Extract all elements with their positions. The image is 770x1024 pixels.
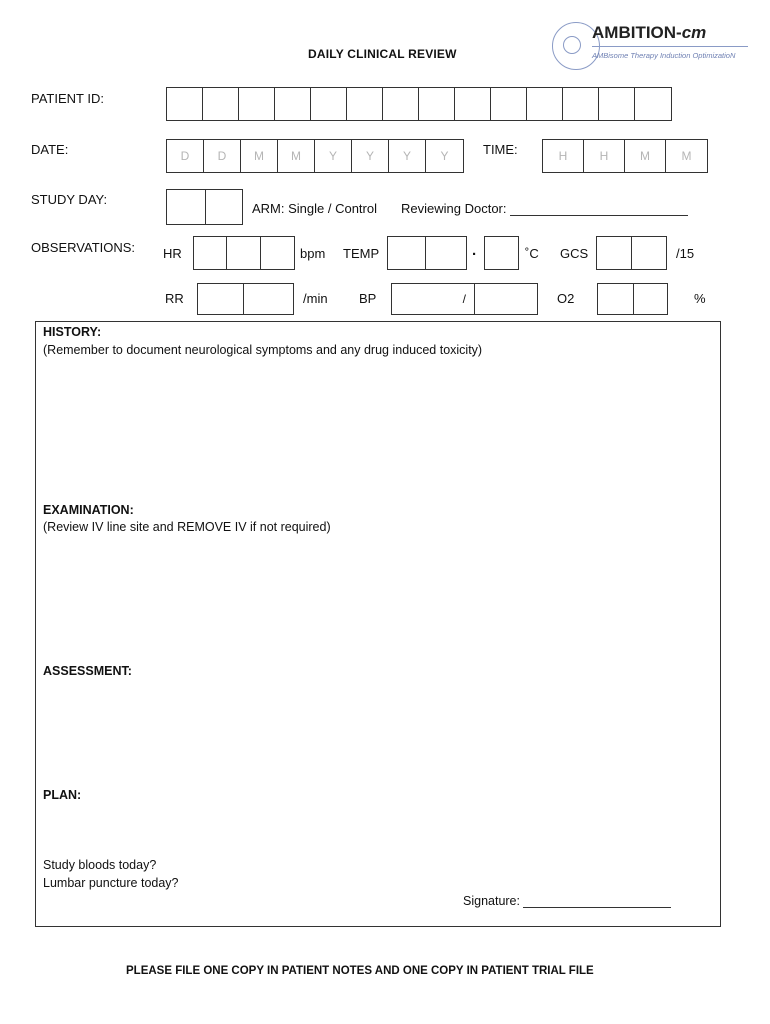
page-title: DAILY CLINICAL REVIEW [308,47,457,61]
date-cell[interactable]: Y [440,149,449,163]
signature-line[interactable] [523,894,671,908]
observations-label: OBSERVATIONS: [31,240,136,255]
date-cell[interactable]: D [167,140,204,172]
bpm-unit: bpm [300,246,326,261]
hr-cell[interactable] [194,237,227,269]
patient-id-cell[interactable] [311,88,347,120]
time-label: TIME: [483,142,518,157]
logo-rule [592,46,748,47]
time-cell[interactable]: H [543,140,584,172]
study-bloods-question: Study bloods today? [43,858,157,872]
gcs-boxes [596,236,667,270]
bp-slash: / [462,292,466,306]
date-cell[interactable]: M [241,140,278,172]
rr-boxes [197,283,294,315]
assessment-area[interactable] [43,682,713,782]
o2-cell[interactable] [634,284,667,314]
bp-systolic-cell[interactable] [392,284,475,314]
date-cell[interactable]: Y [315,140,352,172]
o2-unit: % [694,291,706,306]
patient-id-cell[interactable] [167,88,203,120]
arm-text: ARM: Single / Control [252,201,377,216]
reviewing-doctor [401,201,688,216]
temp-cell[interactable] [388,237,426,269]
temp-decimal-cell[interactable] [485,237,518,269]
history-heading: HISTORY: [43,325,102,339]
time-cell[interactable]: M [681,149,692,163]
temp-cell[interactable] [426,237,466,269]
plan-area[interactable] [43,806,713,856]
plan-heading: PLAN: [43,788,82,802]
patient-id-cell[interactable] [563,88,599,120]
study-day-label: STUDY DAY: [31,192,108,207]
patient-id-boxes [166,87,672,121]
date-boxes [166,139,464,173]
rr-cell[interactable] [244,284,293,314]
temp-decimal-box [484,236,519,270]
date-cell[interactable]: M [278,140,315,172]
bp-boxes [391,283,538,315]
signature [463,894,671,908]
logo-suffix: cm [681,23,707,42]
study-day-cell[interactable] [167,190,206,224]
examination-heading: EXAMINATION: [43,503,134,517]
footer-note: PLEASE FILE ONE COPY IN PATIENT NOTES AND ONE COPY IN PATIENT TRIAL FILE [126,965,594,977]
patient-id-cell[interactable] [491,88,527,120]
patient-id-cell[interactable] [419,88,455,120]
bp-label: BP [359,291,377,306]
rr-label: RR [165,291,184,306]
patient-id-cell[interactable] [383,88,419,120]
reviewing-doctor-label: Reviewing Doctor: [401,201,507,216]
clinical-notes-box [35,321,721,927]
rr-cell[interactable] [198,284,244,314]
examination-area[interactable] [43,540,713,660]
logo-name: AMBITION- [592,23,682,42]
o2-boxes [597,283,668,315]
patient-id-cell[interactable] [275,88,311,120]
o2-cell[interactable] [598,284,634,314]
date-cell[interactable]: Y [389,140,426,172]
reviewing-doctor-line[interactable] [510,201,688,216]
gcs-cell[interactable] [597,237,632,269]
hr-boxes [193,236,295,270]
temp-label: TEMP [343,246,380,261]
rr-unit: /min [303,291,328,306]
patient-id-cell[interactable] [527,88,563,120]
date-cell[interactable]: Y [352,140,389,172]
logo [550,20,760,74]
patient-id-cell[interactable] [635,88,671,120]
study-day-boxes [166,189,243,225]
history-area[interactable] [43,362,713,497]
gcs-unit: /15 [676,246,695,261]
hr-label: HR [163,246,182,261]
time-cell[interactable]: M [625,140,666,172]
patient-id-cell[interactable] [347,88,383,120]
history-note: (Remember to document neurological symptoms and any drug induced toxicity) [43,343,483,357]
assessment-heading: ASSESSMENT: [43,664,132,678]
lumbar-puncture-question: Lumbar puncture today? [43,876,179,890]
patient-id-cell[interactable] [203,88,239,120]
gcs-label: GCS [560,246,589,261]
patient-id-cell[interactable] [239,88,275,120]
o2-label: O2 [557,291,575,306]
patient-id-label: PATIENT ID: [31,91,104,106]
date-label: DATE: [31,142,69,157]
temp-decimal-point: . [472,242,477,259]
study-day-cell[interactable] [206,190,242,224]
gcs-cell[interactable] [632,237,666,269]
patient-id-cell[interactable] [599,88,635,120]
celsius-unit: ˚C [525,246,539,261]
time-cell[interactable]: H [584,140,625,172]
time-boxes [542,139,708,173]
temp-boxes [387,236,467,270]
signature-label: Signature: [463,894,520,908]
date-cell[interactable]: D [204,140,241,172]
patient-id-cell[interactable] [455,88,491,120]
bp-diastolic-cell[interactable] [475,284,537,314]
logo-tagline: AMBisome Therapy Induction OptimizatioN [592,51,736,60]
hr-cell[interactable] [227,237,261,269]
examination-note: (Review IV line site and REMOVE IV if not required) [43,520,331,534]
hr-cell[interactable] [261,237,294,269]
logo-inner-circle-icon [563,36,581,54]
